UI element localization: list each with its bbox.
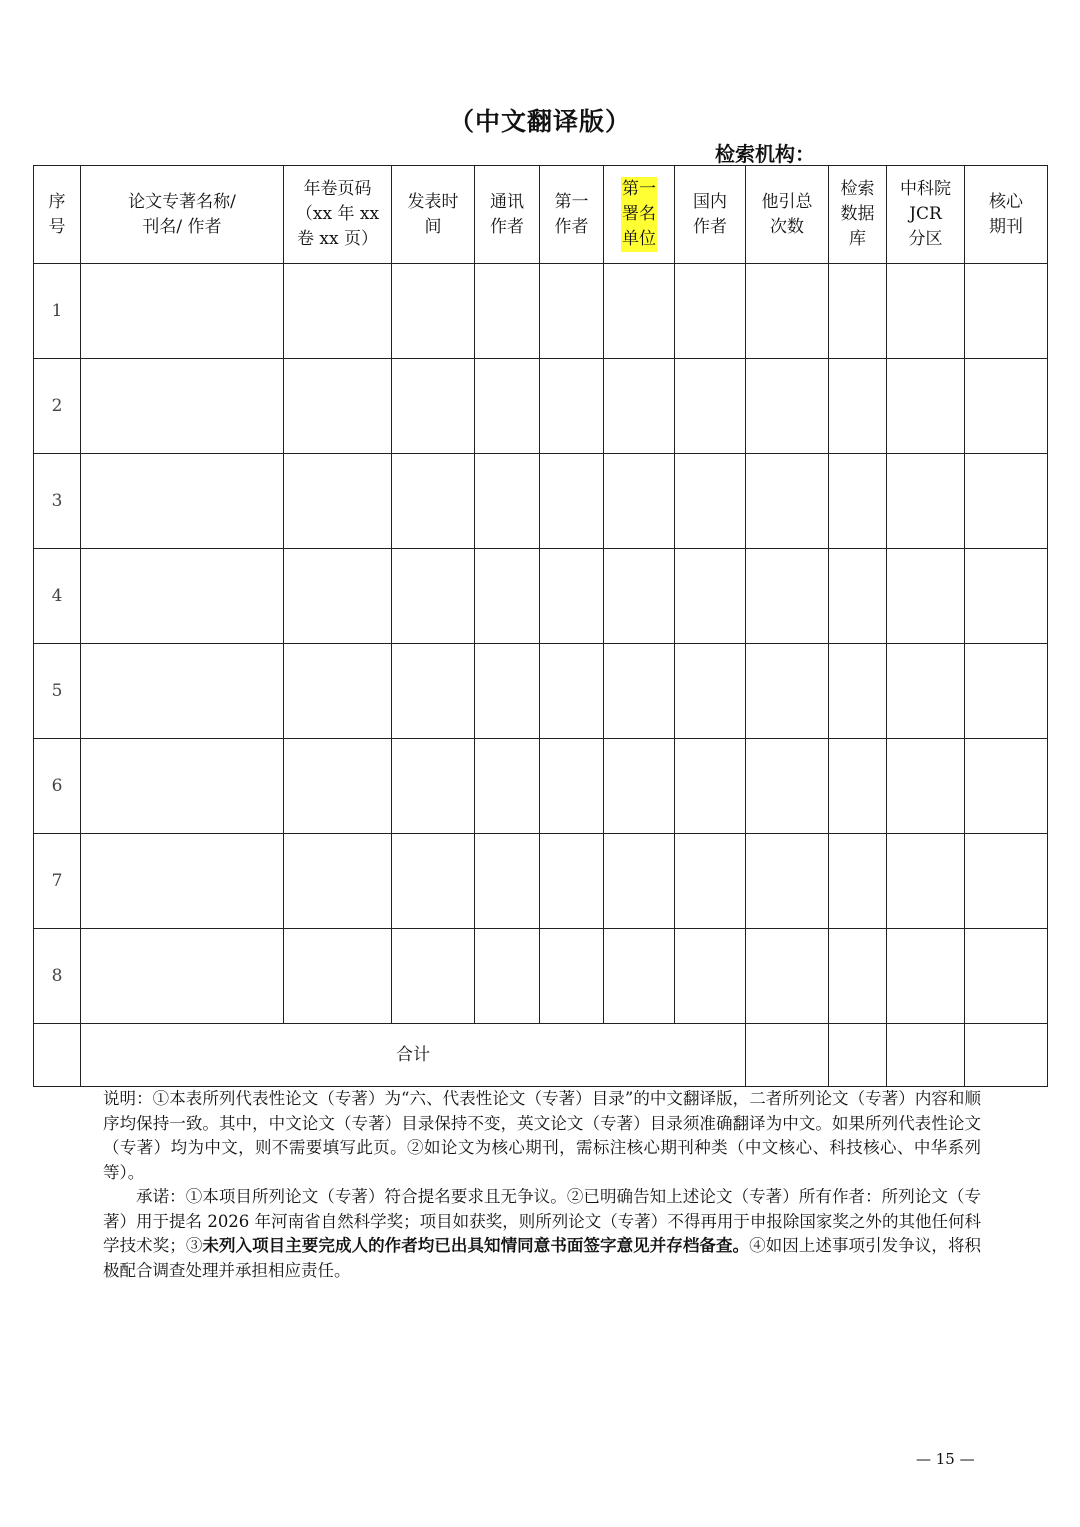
table-cell: [829, 549, 887, 644]
row-number-cell: [34, 739, 81, 834]
table-cell: [965, 644, 1048, 739]
table-cell: [675, 644, 746, 739]
header-line: 间: [424, 216, 442, 237]
header-label: [555, 192, 589, 237]
header-line: 检索: [840, 179, 875, 199]
table-cell: [604, 549, 675, 644]
header-line: 第一: [554, 191, 589, 212]
row-number: 4: [51, 585, 63, 606]
header-line: 库: [849, 229, 866, 249]
table-cell: [746, 739, 829, 834]
header-line: 刊名/ 作者: [142, 216, 222, 237]
table-row: [34, 454, 1048, 549]
table-cell: [81, 454, 284, 549]
table-cell: [81, 739, 284, 834]
table-row: [34, 359, 1048, 454]
header-line: 署名: [622, 204, 656, 224]
header-cell: [284, 166, 392, 264]
table-cell: [675, 549, 746, 644]
table-cell: [81, 264, 284, 359]
table-cell: [965, 359, 1048, 454]
table-cell: [604, 834, 675, 929]
table-cell: [675, 359, 746, 454]
header-line: （xx 年 xx: [295, 204, 380, 224]
table-cell: [965, 264, 1048, 359]
header-cell: [746, 166, 829, 264]
table-cell: [965, 929, 1048, 1024]
table-cell: [746, 359, 829, 454]
header-line: 单位: [622, 229, 656, 249]
commitment-text-a: 承诺：①本项目所列论文（专著）符合提名要求且无争议。②已明确告知上述论文（专著）所有作者：所列论文（专著）用于提名 2026 年河南省自然科学奖；项目如获奖，则所列论文（专著）不得再用于申报除国家奖之外的其他任何科学技术奖；③: [103, 1187, 981, 1255]
table-cell: [284, 264, 392, 359]
highlighted-header-label: [621, 177, 657, 252]
header-line: 作者: [693, 216, 727, 237]
table-row: [34, 549, 1048, 644]
table-cell: [81, 549, 284, 644]
notes-commitment: [103, 1185, 981, 1283]
table-cell: [392, 834, 475, 929]
table-cell: [284, 454, 392, 549]
header-label: [49, 192, 66, 237]
row-number: 1: [51, 300, 63, 321]
row-number: 8: [51, 965, 63, 986]
search-org-label: 检索机构：: [715, 142, 815, 166]
header-cell: [604, 166, 675, 264]
header-label: [900, 179, 951, 249]
table-cell: [829, 739, 887, 834]
header-line: 国内: [693, 191, 727, 212]
header-label: [762, 192, 813, 237]
header-line: 分区: [908, 229, 943, 249]
papers-table: [33, 165, 1048, 1087]
table-cell: [887, 929, 965, 1024]
page-title: （中文翻译版）: [448, 107, 631, 136]
table-cell: [746, 264, 829, 359]
row-number: 5: [51, 680, 63, 701]
header-cell: [540, 166, 604, 264]
table-cell: [81, 929, 284, 1024]
header-line: 发表时: [407, 191, 459, 212]
table-cell: [475, 739, 540, 834]
table-cell: [887, 644, 965, 739]
notes-explanation: 说明：①本表所列代表性论文（专著）为“六、代表性论文（专著）目录”的中文翻译版，二者所列论文（专著）内容和顺序均保持一致。其中，中文论文（专著）目录保持不变，英文论文（专著）目录须准确翻译为中文。如果所列代表性论文（专著）均为中文，则不需要填写此页。②如论文为核心期刊，需标注核心期刊种类（中文核心、科技核心、中华系列等）。: [103, 1089, 981, 1182]
table-cell: [675, 929, 746, 1024]
row-number-cell: [34, 549, 81, 644]
header-label: [989, 192, 1023, 237]
table-cell: [746, 834, 829, 929]
header-line: JCR: [909, 204, 942, 224]
table-cell: [475, 264, 540, 359]
table-cell: [604, 739, 675, 834]
table-cell: [392, 454, 475, 549]
table-cell: [81, 644, 284, 739]
total-label-cell: [81, 1024, 746, 1087]
table-cell: [284, 929, 392, 1024]
header-cell: [887, 166, 965, 264]
table-cell: [284, 644, 392, 739]
table-cell: [829, 1024, 887, 1087]
table-cell: [540, 264, 604, 359]
table-cell: [604, 359, 675, 454]
header-line: 号: [48, 216, 66, 237]
table-cell: [675, 739, 746, 834]
header-label: [128, 192, 236, 237]
header-label: [693, 192, 727, 237]
table-cell: [604, 454, 675, 549]
header-cell: [34, 166, 81, 264]
header-line: 核心: [989, 191, 1023, 212]
table-cell: [540, 739, 604, 834]
table-cell: [604, 644, 675, 739]
table-cell: [540, 359, 604, 454]
commitment-text-b: ④如因上述事项引发争议，将积极配合调查处理并承担相应责任。: [103, 1236, 982, 1280]
table-cell: [887, 834, 965, 929]
table-cell: [81, 359, 284, 454]
header-label: [490, 192, 524, 237]
row-number-cell: [34, 929, 81, 1024]
row-number: 6: [51, 775, 63, 796]
header-line: 第一: [622, 179, 656, 199]
header-line: 期刊: [989, 216, 1023, 237]
notes-section: [103, 1087, 981, 1283]
header-line: 中科院: [900, 179, 951, 199]
header-line: 序: [48, 191, 66, 212]
header-cell: [392, 166, 475, 264]
table-cell: [392, 359, 475, 454]
table-cell: [829, 929, 887, 1024]
table-cell: [540, 454, 604, 549]
header-line: 通讯: [490, 191, 524, 212]
table-cell: [965, 454, 1048, 549]
header-line: 他引总: [761, 191, 813, 212]
table-cell: [392, 549, 475, 644]
table-row: [34, 264, 1048, 359]
total-label: 合计: [396, 1044, 430, 1065]
table-cell: [675, 454, 746, 549]
table-row: [34, 929, 1048, 1024]
table-cell: [887, 264, 965, 359]
row-number: 7: [51, 870, 63, 891]
table-cell: [284, 359, 392, 454]
header-line: 作者: [554, 216, 589, 237]
table-cell: [675, 264, 746, 359]
table-cell: [392, 644, 475, 739]
table-cell: [829, 359, 887, 454]
header-line: 作者: [490, 216, 524, 237]
row-number-cell: [34, 264, 81, 359]
table-cell: [746, 454, 829, 549]
header-cell: [675, 166, 746, 264]
table-cell: [284, 739, 392, 834]
header-label: [408, 192, 459, 237]
table-cell: [965, 739, 1048, 834]
table-cell: [675, 834, 746, 929]
table-cell: [475, 929, 540, 1024]
table-cell: [965, 834, 1048, 929]
table-header-row: [34, 166, 1048, 264]
header-line: 卷 xx 页）: [297, 229, 378, 249]
table-cell: [284, 834, 392, 929]
total-row: [34, 1024, 1048, 1087]
table-cell: [887, 359, 965, 454]
table-cell: [475, 834, 540, 929]
table-cell: [829, 264, 887, 359]
row-number: 3: [51, 490, 63, 511]
table-cell: [540, 549, 604, 644]
table-cell: [475, 549, 540, 644]
table-row: [34, 834, 1048, 929]
table-cell: [540, 834, 604, 929]
header-label: [296, 179, 379, 249]
header-cell: [829, 166, 887, 264]
header-cell: [965, 166, 1048, 264]
row-number-cell: [34, 834, 81, 929]
table-cell: [746, 549, 829, 644]
table-cell: [887, 454, 965, 549]
table-cell: [284, 549, 392, 644]
header-line: 数据: [840, 204, 875, 224]
table-cell: [965, 549, 1048, 644]
row-number-cell: [34, 454, 81, 549]
table-cell: [81, 834, 284, 929]
table-cell: [604, 264, 675, 359]
table-cell: [475, 454, 540, 549]
table-cell: [475, 644, 540, 739]
page-number: — 15 —: [916, 1450, 975, 1468]
table-row: [34, 644, 1048, 739]
table-cell: [887, 1024, 965, 1087]
table-cell: [392, 264, 475, 359]
table-cell: [829, 834, 887, 929]
header-cell: [475, 166, 540, 264]
table-cell: [746, 929, 829, 1024]
row-number: 2: [51, 395, 63, 416]
row-number-cell: [34, 644, 81, 739]
table-cell: [604, 929, 675, 1024]
table-cell: [34, 1024, 81, 1087]
header-line: 次数: [770, 216, 804, 237]
table-cell: [392, 929, 475, 1024]
table-cell: [746, 1024, 829, 1087]
header-line: 年卷页码: [303, 179, 372, 199]
table-cell: [829, 454, 887, 549]
table-cell: [475, 359, 540, 454]
table-cell: [887, 549, 965, 644]
header-cell: [81, 166, 284, 264]
table-cell: [540, 929, 604, 1024]
table-cell: [392, 739, 475, 834]
row-number-cell: [34, 359, 81, 454]
table-row: [34, 739, 1048, 834]
header-label: [841, 179, 875, 249]
table-cell: [829, 644, 887, 739]
table-cell: [746, 644, 829, 739]
commitment-text-bold: 未列入项目主要完成人的作者均已出具知情同意书面签字意见并存档备查。: [202, 1236, 750, 1255]
table-cell: [540, 644, 604, 739]
table-cell: [965, 1024, 1048, 1087]
table-cell: [887, 739, 965, 834]
header-line: 论文专著名称/: [128, 191, 236, 212]
